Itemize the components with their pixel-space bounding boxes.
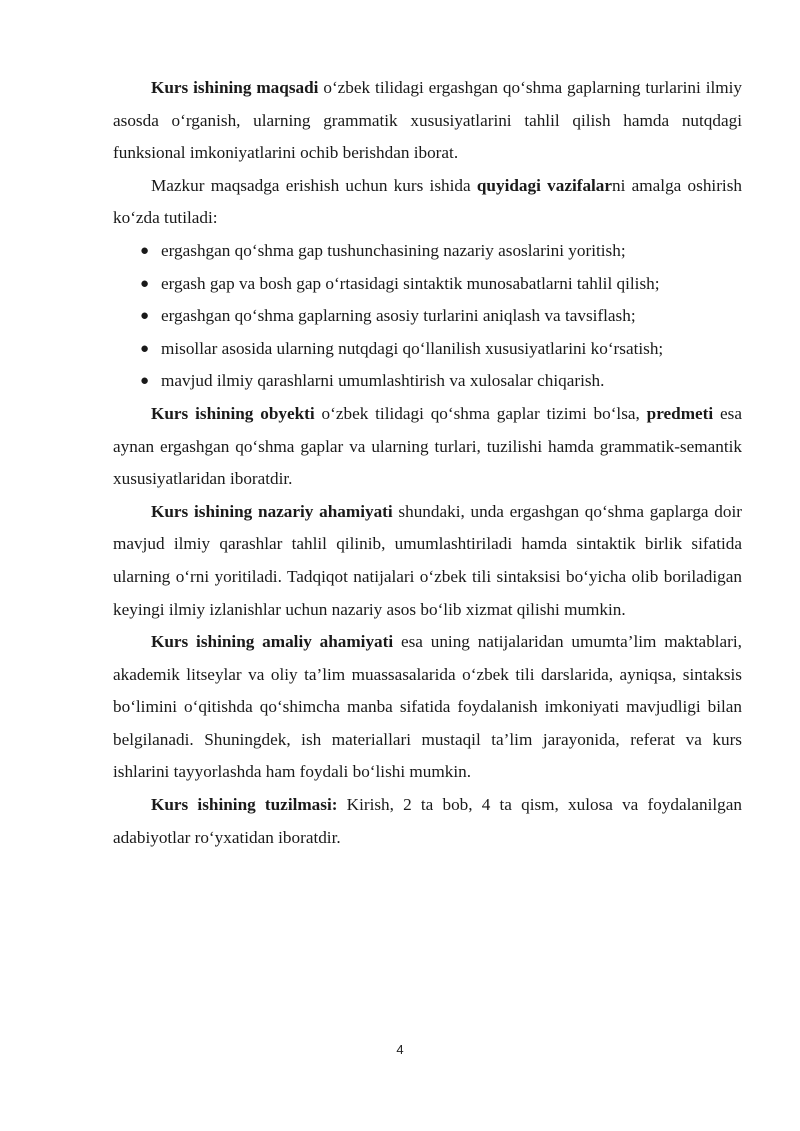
tasks-list <box>113 235 742 398</box>
list-item <box>113 365 742 398</box>
paragraph-structure <box>113 789 742 854</box>
theoretical-heading: Kurs ishining nazariy ahamiyati <box>151 501 393 521</box>
bullet-icon: ● <box>140 242 150 259</box>
theoretical-text: shundaki, unda ergashgan qo‘shma gaplarga doir mavjud ilmiy qarashlar tahlil qilinib, umumlashtiriladi hamda sintaktik birlik sifatida ularning o‘rni yoritiladi. Tadqiqot natijalari o‘zbek tili sintaksisi bo‘yicha olib boriladigan keyingi ilmiy izlanishlar uchun nazariy asos bo‘lib xizmat qilishi mumkin. <box>113 501 742 619</box>
bullet-icon: ● <box>140 308 150 325</box>
paragraph-theoretical-significance <box>113 496 742 626</box>
goal-heading: Kurs ishining maqsadi <box>151 78 319 97</box>
list-item <box>113 268 742 301</box>
tasks-intro-text-after: ni amalga oshirish ko‘zda tutiladi: <box>113 175 742 228</box>
task-text: misollar asosida ularning nutqdagi qo‘llanilish xususiyatlarini ko‘rsatish; <box>161 338 664 358</box>
subject-heading: predmeti <box>646 403 714 423</box>
document-page <box>113 72 742 854</box>
task-text: ergashgan qo‘shma gap tushunchasining nazariy asoslarini yoritish; <box>161 240 626 260</box>
object-text: o‘zbek tilidagi qo‘shma gaplar tizimi bo‘lsa, <box>314 403 647 423</box>
task-text: ergashgan qo‘shma gaplarning asosiy turlarini aniqlash va tavsiflash; <box>161 306 636 326</box>
task-text: mavjud ilmiy qarashlarni umumlashtirish va xulosalar chiqarish. <box>161 371 605 391</box>
object-heading: Kurs ishining obyekti <box>151 403 315 423</box>
bullet-icon: ● <box>140 373 150 390</box>
paragraph-practical-significance <box>113 626 742 789</box>
structure-heading: Kurs ishining tuzilmasi: <box>151 795 338 815</box>
bullet-icon: ● <box>140 340 150 357</box>
goal-text: o‘zbek tilidagi ergashgan qo‘shma gaplarning turlarini ilmiy asosda o‘rganish, ularning grammatik xususiyatlarini tahlil qilish hamda nutqdagi funksional imkoniyatlarini ochib berishdan iborat. <box>113 78 742 163</box>
structure-text: Kirish, 2 ta bob, 4 ta qism, xulosa va foydalanilgan adabiyotlar ro‘yxatidan iboratdir. <box>113 795 742 847</box>
list-item <box>113 300 742 333</box>
bullet-icon: ● <box>140 275 150 292</box>
practical-heading: Kurs ishining amaliy ahamiyati <box>151 632 394 652</box>
list-item <box>113 235 742 268</box>
subject-text: esa aynan ergashgan qo‘shma gaplar va ularning turlari, tuzilishi hamda grammatik-semantik xususiyatlaridan iboratdir. <box>113 403 742 489</box>
list-item <box>113 333 742 366</box>
paragraph-object-subject <box>113 398 742 496</box>
practical-text: esa uning natijalaridan umumta’lim maktablari, akademik litseylar va oliy ta’lim muassasalarida o‘zbek tili darslarida, ayniqsa, sintaksis bo‘limini o‘qitishda qo‘shimcha manba sifatida foydalanish imkoniyati mavjudligi bilan belgilanadi. Shuningdek, ish materiallari mustaqil ta’lim jarayonida, referat va kurs ishlarini tayyorlashda ham foydali bo‘lishi mumkin. <box>113 632 742 782</box>
paragraph-tasks-intro <box>113 170 742 235</box>
task-text: ergash gap va bosh gap o‘rtasidagi sintaktik munosabatlarni tahlil qilish; <box>161 273 660 293</box>
paragraph-goal <box>113 72 742 170</box>
tasks-heading: quyidagi vazifalar <box>476 175 613 195</box>
page-number: 4 <box>396 1042 404 1057</box>
tasks-intro-text-before: Mazkur maqsadga erishish uchun kurs ishida <box>151 175 477 195</box>
